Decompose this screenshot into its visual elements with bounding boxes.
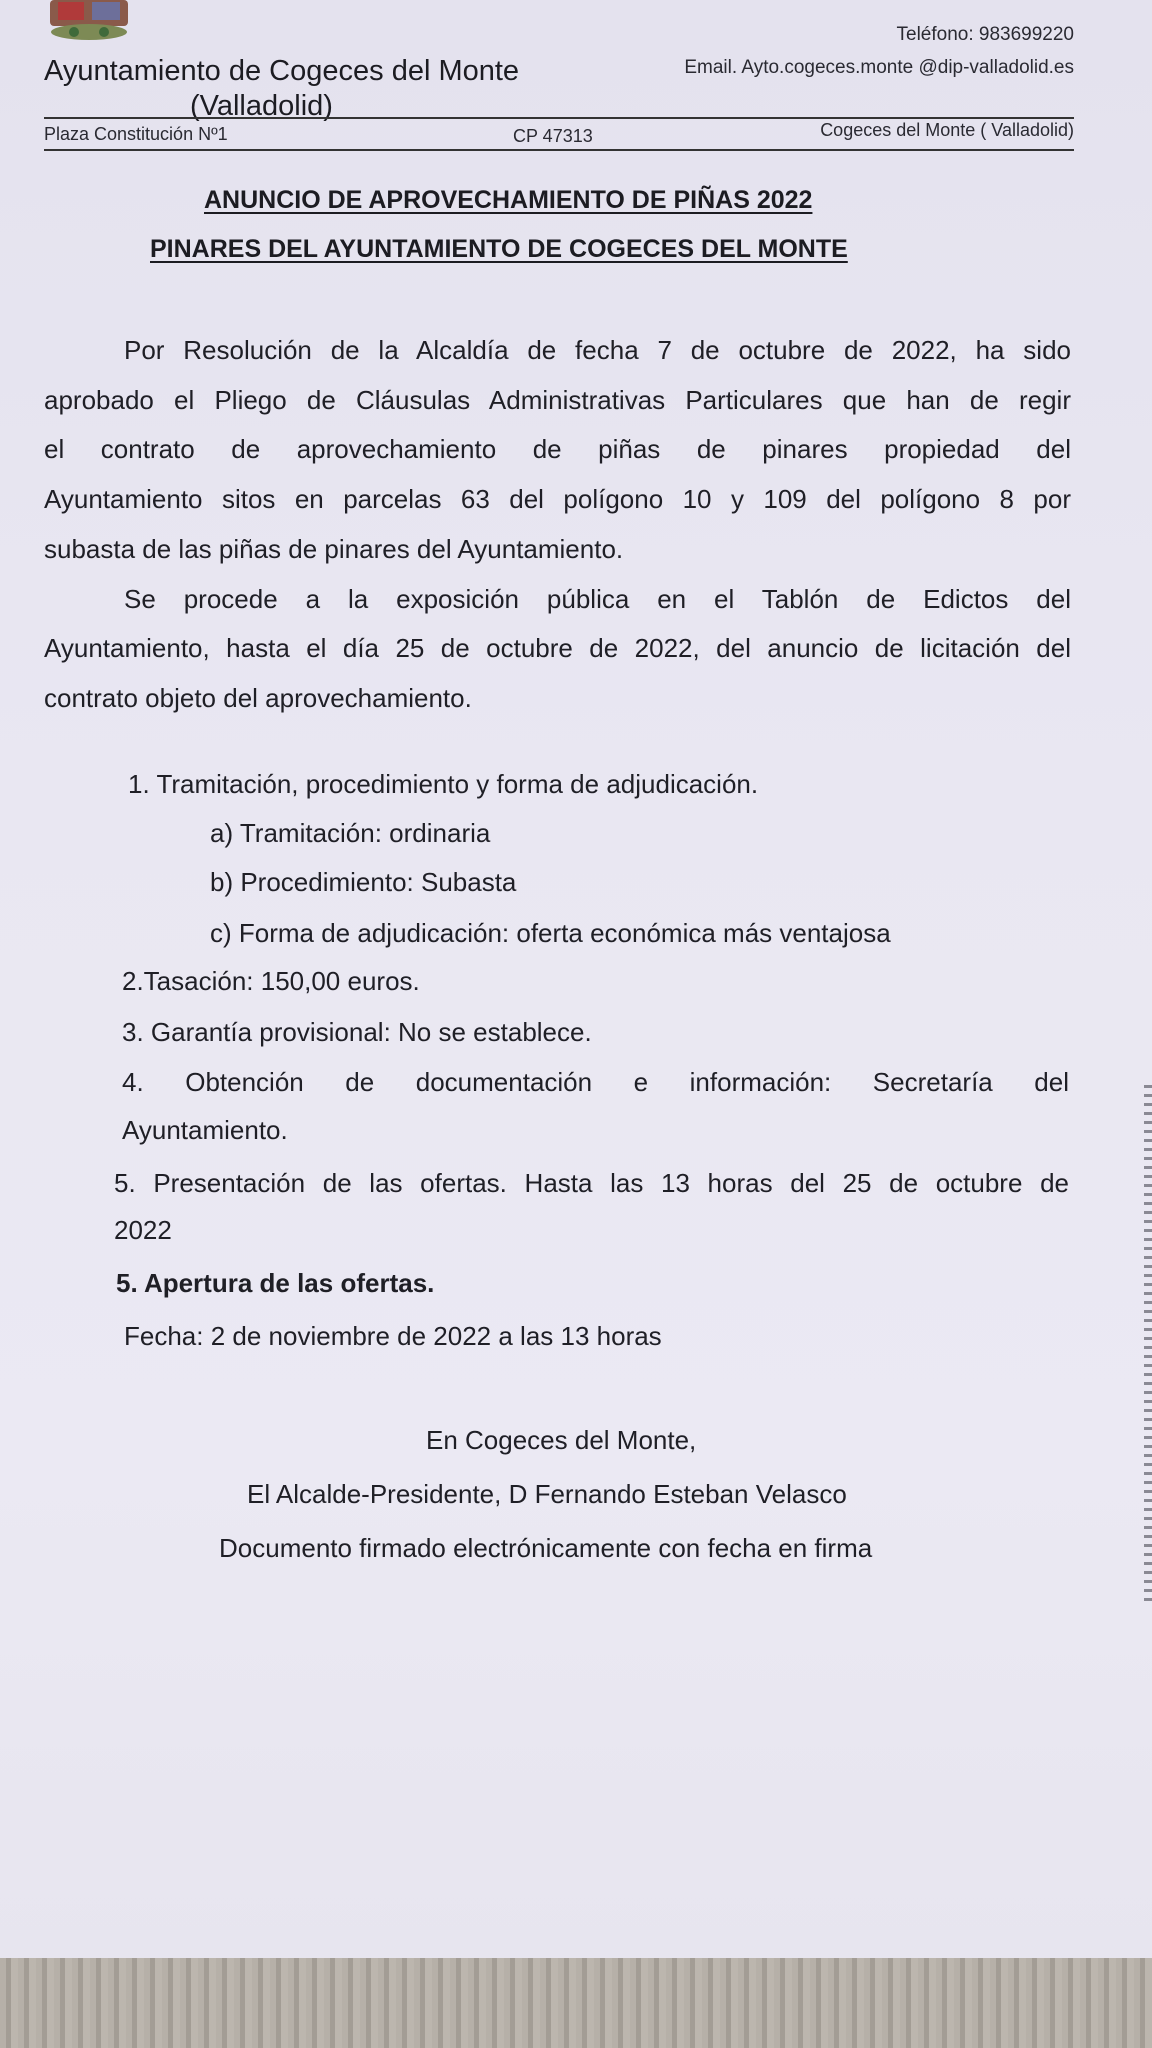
item-6-heading: 5. Apertura de las ofertas. [116,1268,435,1298]
header-divider-bottom [44,149,1074,151]
desk-surface [0,1958,1152,2048]
item-1c: c) Forma de adjudicación: oferta económica más ventajosa [210,918,891,948]
item-4-line-2: Ayuntamiento. [122,1115,288,1145]
postal-code: CP 47313 [513,126,593,146]
header-divider-top [44,117,1074,119]
item-1b: b) Procedimiento: Subasta [210,867,517,897]
paragraph-2-line-3: contrato objeto del aprovechamiento. [44,683,472,713]
item-1a: a) Tramitación: ordinaria [210,818,491,848]
item-6-detail: Fecha: 2 de noviembre de 2022 a las 13 horas [124,1321,662,1351]
organization-name: Ayuntamiento de Cogeces del Monte [44,55,520,87]
signature-signer: El Alcalde-Presidente, D Fernando Esteban Velasco [247,1479,847,1509]
announcement-title: ANUNCIO DE APROVECHAMIENTO DE PIÑAS 2022 [204,186,813,214]
paragraph-1-line-3: el contrato de aprovechamiento de piñas de pinares propiedad del [44,434,1071,464]
email-address: Email. Ayto.cogeces.monte @dip-valladolid.es [684,57,1074,78]
organization-province: (Valladolid) [190,90,333,122]
item-3: 3. Garantía provisional: No se establece. [122,1017,592,1047]
paragraph-2-line-2: Ayuntamiento, hasta el día 25 de octubre de 2022, del anuncio de licitación del [44,633,1071,663]
street-address: Plaza Constitución Nº1 [44,124,228,144]
paragraph-2-line-1: Se procede a la exposición pública en el Tablón de Edictos del [124,584,1071,614]
signature-note: Documento firmado electrónicamente con fecha en firma [219,1533,873,1563]
announcement-subtitle: PINARES DEL AYUNTAMIENTO DE COGECES DEL MONTE [150,235,848,263]
page-edge-marks [1144,1085,1152,1605]
item-2: 2.Tasación: 150,00 euros. [122,966,420,996]
item-5-line-1: 5. Presentación de las ofertas. Hasta las 13 horas del 25 de octubre de [114,1168,1069,1198]
item-1: 1. Tramitación, procedimiento y forma de adjudicación. [128,769,759,799]
item-5-line-2: 2022 [114,1215,172,1245]
paragraph-1-line-2: aprobado el Pliego de Cláusulas Administrativas Particulares que han de regir [44,385,1071,415]
paragraph-1-line-1: Por Resolución de la Alcaldía de fecha 7 de octubre de 2022, ha sido [124,335,1071,365]
paragraph-1-line-4: Ayuntamiento sitos en parcelas 63 del polígono 10 y 109 del polígono 8 por [44,484,1071,514]
signature-place: En Cogeces del Monte, [426,1425,697,1455]
coat-of-arms-icon [48,0,130,40]
item-4-line-1: 4. Obtención de documentación e información: Secretaría del [122,1067,1069,1097]
paragraph-1-line-5: subasta de las piñas de pinares del Ayuntamiento. [44,534,624,564]
locality: Cogeces del Monte ( Valladolid) [820,120,1074,140]
phone-number: Teléfono: 983699220 [896,24,1074,45]
